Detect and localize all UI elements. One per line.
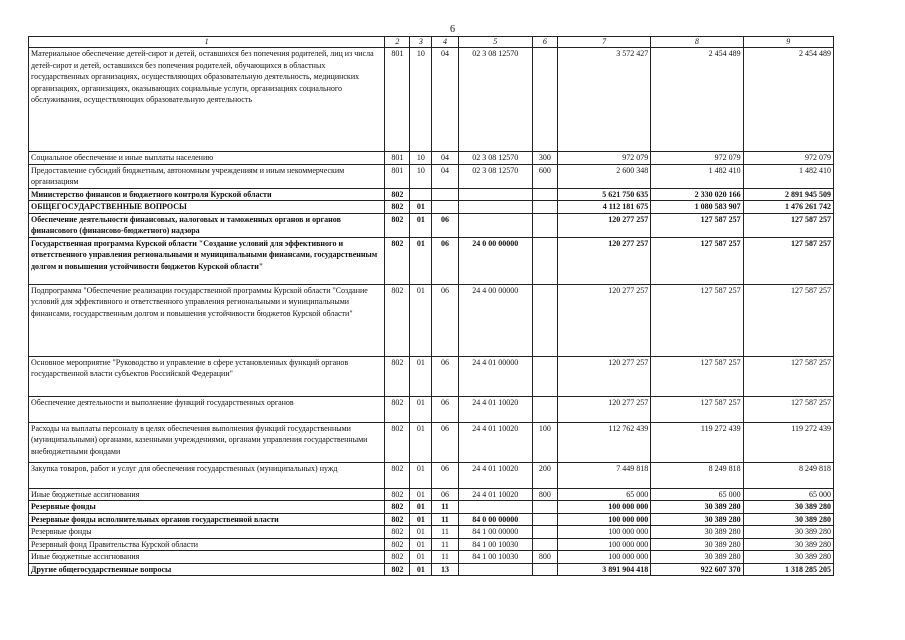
amount-col7: 3 891 904 418 [557, 563, 650, 576]
ministry-code: 802 [385, 462, 410, 488]
row-name: Материальное обеспечение детей-сирот и детей, оставшихся без попечения родителей, лиц из числа детей-сирот и детей, оставшихся без попечения родителей, обучающихся в областных государственных организациях, осуществляющих образовательную деятельность, медицинских организациях, организациях, оказывающих социальные услуги, организациях социального обслуживания, осуществляющих образовательную деятельность [29, 48, 385, 152]
expense-type [532, 501, 557, 514]
target-article: 24 4 01 10020 [458, 422, 532, 462]
expense-type [532, 201, 557, 214]
header-cell: 7 [557, 37, 650, 48]
amount-col9: 1 318 285 205 [743, 563, 833, 576]
amount-col9: 30 389 280 [743, 551, 833, 564]
table-row [29, 513, 834, 526]
row-name: Обеспечение деятельности и выполнение функций государственных органов [29, 396, 385, 422]
amount-col8: 127 587 257 [651, 396, 743, 422]
header-cell: 2 [385, 37, 410, 48]
amount-col7: 100 000 000 [557, 526, 650, 539]
table-row [29, 201, 834, 214]
subsection-code: 11 [432, 526, 458, 539]
table-row [29, 563, 834, 576]
amount-col9: 30 389 280 [743, 501, 833, 514]
target-article: 02 3 08 12570 [458, 164, 532, 188]
subsection-code: 06 [432, 396, 458, 422]
header-row [29, 37, 834, 48]
section-code: 01 [410, 237, 432, 284]
amount-col8: 127 587 257 [651, 213, 743, 237]
amount-col8: 922 607 370 [651, 563, 743, 576]
section-code [410, 188, 432, 201]
ministry-code: 802 [385, 356, 410, 396]
amount-col7: 100 000 000 [557, 513, 650, 526]
expense-type: 800 [532, 488, 557, 501]
amount-col8: 30 389 280 [651, 513, 743, 526]
table-row [29, 551, 834, 564]
subsection-code: 06 [432, 422, 458, 462]
amount-col8: 1 482 410 [651, 164, 743, 188]
subsection-code: 06 [432, 356, 458, 396]
target-article: 24 4 01 10020 [458, 488, 532, 501]
section-code: 10 [410, 48, 432, 152]
subsection-code: 04 [432, 152, 458, 165]
amount-col8: 1 080 583 907 [651, 201, 743, 214]
header-cell: 4 [432, 37, 458, 48]
subsection-code: 11 [432, 513, 458, 526]
table-row [29, 213, 834, 237]
section-code: 01 [410, 501, 432, 514]
amount-col7: 100 000 000 [557, 501, 650, 514]
header-cell: 5 [458, 37, 532, 48]
amount-col8: 30 389 280 [651, 551, 743, 564]
amount-col7: 100 000 000 [557, 538, 650, 551]
subsection-code: 06 [432, 284, 458, 356]
section-code: 01 [410, 513, 432, 526]
section-code: 01 [410, 563, 432, 576]
subsection-code: 06 [432, 237, 458, 284]
ministry-code: 802 [385, 563, 410, 576]
table-row [29, 462, 834, 488]
subsection-code: 04 [432, 164, 458, 188]
ministry-code: 802 [385, 201, 410, 214]
ministry-code: 802 [385, 284, 410, 356]
section-code: 01 [410, 396, 432, 422]
ministry-code: 802 [385, 526, 410, 539]
expense-type: 800 [532, 551, 557, 564]
amount-col7: 120 277 257 [557, 356, 650, 396]
row-name: Резервные фонды [29, 526, 385, 539]
table-row [29, 488, 834, 501]
subsection-code: 11 [432, 538, 458, 551]
amount-col8: 127 587 257 [651, 356, 743, 396]
target-article [458, 188, 532, 201]
subsection-code [432, 201, 458, 214]
amount-col9: 2 891 945 509 [743, 188, 833, 201]
subsection-code: 11 [432, 551, 458, 564]
row-name: Министерство финансов и бюджетного контроля Курской области [29, 188, 385, 201]
ministry-code: 802 [385, 538, 410, 551]
ministry-code: 802 [385, 396, 410, 422]
ministry-code: 802 [385, 213, 410, 237]
section-code: 01 [410, 462, 432, 488]
target-article: 24 4 01 00000 [458, 356, 532, 396]
expense-type: 200 [532, 462, 557, 488]
row-name: Расходы на выплаты персоналу в целях обеспечения выполнения функций государственными (муниципальными) органами, казенными учреждениями, органами управления государственными внебюджетными фондами [29, 422, 385, 462]
header-cell: 3 [410, 37, 432, 48]
expense-type: 300 [532, 152, 557, 165]
ministry-code: 802 [385, 551, 410, 564]
amount-col9: 65 000 [743, 488, 833, 501]
ministry-code: 801 [385, 48, 410, 152]
subsection-code: 06 [432, 462, 458, 488]
section-code: 01 [410, 538, 432, 551]
row-name: Другие общегосударственные вопросы [29, 563, 385, 576]
ministry-code: 802 [385, 488, 410, 501]
amount-col9: 1 482 410 [743, 164, 833, 188]
amount-col7: 65 000 [557, 488, 650, 501]
row-name: Закупка товаров, работ и услуг для обеспечения государственных (муниципальных) нужд [29, 462, 385, 488]
amount-col8: 972 079 [651, 152, 743, 165]
row-name: Иные бюджетные ассигнования [29, 488, 385, 501]
page-number: 6 [450, 24, 455, 35]
row-name: Основное мероприятие "Руководство и управление в сфере установленных функций органов государственной власти субъектов Российской Федерации" [29, 356, 385, 396]
subsection-code: 06 [432, 488, 458, 501]
amount-col7: 120 277 257 [557, 213, 650, 237]
row-name: Социальное обеспечение и иные выплаты населению [29, 152, 385, 165]
subsection-code: 11 [432, 501, 458, 514]
amount-col7: 100 000 000 [557, 551, 650, 564]
header-cell: 9 [743, 37, 833, 48]
subsection-code: 04 [432, 48, 458, 152]
amount-col7: 120 277 257 [557, 237, 650, 284]
expense-type [532, 513, 557, 526]
target-article: 84 1 00 10030 [458, 551, 532, 564]
target-article: 02 3 08 12570 [458, 152, 532, 165]
target-article: 24 4 00 00000 [458, 284, 532, 356]
amount-col8: 30 389 280 [651, 501, 743, 514]
header-cell: 8 [651, 37, 743, 48]
row-name: Резервный фонд Правительства Курской области [29, 538, 385, 551]
expense-type [532, 188, 557, 201]
amount-col7: 7 449 818 [557, 462, 650, 488]
table-row [29, 188, 834, 201]
amount-col9: 8 249 818 [743, 462, 833, 488]
target-article [458, 501, 532, 514]
amount-col9: 30 389 280 [743, 513, 833, 526]
expense-type [532, 237, 557, 284]
amount-col8: 8 249 818 [651, 462, 743, 488]
expense-type [532, 213, 557, 237]
amount-col9: 2 454 489 [743, 48, 833, 152]
amount-col7: 112 762 439 [557, 422, 650, 462]
row-name: Государственная программа Курской области "Создание условий для эффективного и ответственного управления региональными и муниципальными финансами, государственным долгом и повышения устойчивости бюджетов Курской области" [29, 237, 385, 284]
table-row [29, 237, 834, 284]
section-code: 01 [410, 356, 432, 396]
amount-col8: 30 389 280 [651, 526, 743, 539]
table-row [29, 422, 834, 462]
expense-type [532, 284, 557, 356]
amount-col7: 120 277 257 [557, 396, 650, 422]
ministry-code: 802 [385, 422, 410, 462]
target-article: 84 1 00 10030 [458, 538, 532, 551]
budget-table [28, 36, 834, 576]
table-row [29, 164, 834, 188]
amount-col9: 127 587 257 [743, 237, 833, 284]
subsection-code: 06 [432, 213, 458, 237]
amount-col7: 4 112 181 675 [557, 201, 650, 214]
target-article: 84 0 00 00000 [458, 513, 532, 526]
amount-col8: 127 587 257 [651, 284, 743, 356]
header-cell: 6 [532, 37, 557, 48]
row-name: Резервные фонды исполнительных органов государственной власти [29, 513, 385, 526]
target-article: 24 4 01 10020 [458, 396, 532, 422]
row-name: ОБЩЕГОСУДАРСТВЕННЫЕ ВОПРОСЫ [29, 201, 385, 214]
expense-type [532, 538, 557, 551]
section-code: 10 [410, 164, 432, 188]
target-article [458, 213, 532, 237]
table-row [29, 284, 834, 356]
section-code: 01 [410, 284, 432, 356]
ministry-code: 802 [385, 237, 410, 284]
table-row [29, 526, 834, 539]
amount-col7: 5 621 750 635 [557, 188, 650, 201]
ministry-code: 802 [385, 188, 410, 201]
row-name: Предоставление субсидий бюджетным, автономным учреждениям и иным некоммерческим организациям [29, 164, 385, 188]
target-article: 84 1 00 00000 [458, 526, 532, 539]
amount-col8: 30 389 280 [651, 538, 743, 551]
row-name: Резервные фонды [29, 501, 385, 514]
subsection-code [432, 188, 458, 201]
amount-col9: 1 476 261 742 [743, 201, 833, 214]
row-name: Иные бюджетные ассигнования [29, 551, 385, 564]
table-row [29, 538, 834, 551]
ministry-code: 802 [385, 513, 410, 526]
table-row [29, 501, 834, 514]
amount-col9: 30 389 280 [743, 538, 833, 551]
row-name: Обеспечение деятельности финансовых, налоговых и таможенных органов и органов финансового (финансово-бюджетного) надзора [29, 213, 385, 237]
amount-col8: 119 272 439 [651, 422, 743, 462]
target-article: 02 3 08 12570 [458, 48, 532, 152]
amount-col9: 127 587 257 [743, 284, 833, 356]
expense-type: 600 [532, 164, 557, 188]
expense-type: 100 [532, 422, 557, 462]
subsection-code: 13 [432, 563, 458, 576]
amount-col9: 127 587 257 [743, 213, 833, 237]
table-row [29, 356, 834, 396]
expense-type [532, 526, 557, 539]
amount-col9: 30 389 280 [743, 526, 833, 539]
expense-type [532, 563, 557, 576]
section-code: 01 [410, 422, 432, 462]
expense-type [532, 396, 557, 422]
amount-col8: 65 000 [651, 488, 743, 501]
row-name: Подпрограмма "Обеспечение реализации государственной программы Курской области "Создание условий для эффективного и ответственного управления региональными и муниципальными финансами, государственным долгом и повышения устойчивости бюджетов Курской области" [29, 284, 385, 356]
amount-col9: 127 587 257 [743, 396, 833, 422]
amount-col8: 2 330 020 166 [651, 188, 743, 201]
target-article: 24 4 01 10020 [458, 462, 532, 488]
table-row [29, 152, 834, 165]
expense-type [532, 48, 557, 152]
section-code: 01 [410, 201, 432, 214]
amount-col7: 3 572 427 [557, 48, 650, 152]
section-code: 01 [410, 213, 432, 237]
expense-type [532, 356, 557, 396]
amount-col8: 2 454 489 [651, 48, 743, 152]
target-article [458, 201, 532, 214]
amount-col9: 119 272 439 [743, 422, 833, 462]
amount-col9: 972 079 [743, 152, 833, 165]
ministry-code: 801 [385, 164, 410, 188]
header-cell: 1 [29, 37, 385, 48]
section-code: 10 [410, 152, 432, 165]
target-article: 24 0 00 00000 [458, 237, 532, 284]
section-code: 01 [410, 488, 432, 501]
amount-col7: 120 277 257 [557, 284, 650, 356]
amount-col9: 127 587 257 [743, 356, 833, 396]
amount-col8: 127 587 257 [651, 237, 743, 284]
amount-col7: 2 600 348 [557, 164, 650, 188]
ministry-code: 801 [385, 152, 410, 165]
amount-col7: 972 079 [557, 152, 650, 165]
ministry-code: 802 [385, 501, 410, 514]
table-row [29, 48, 834, 152]
section-code: 01 [410, 551, 432, 564]
table-row [29, 396, 834, 422]
target-article [458, 563, 532, 576]
section-code: 01 [410, 526, 432, 539]
